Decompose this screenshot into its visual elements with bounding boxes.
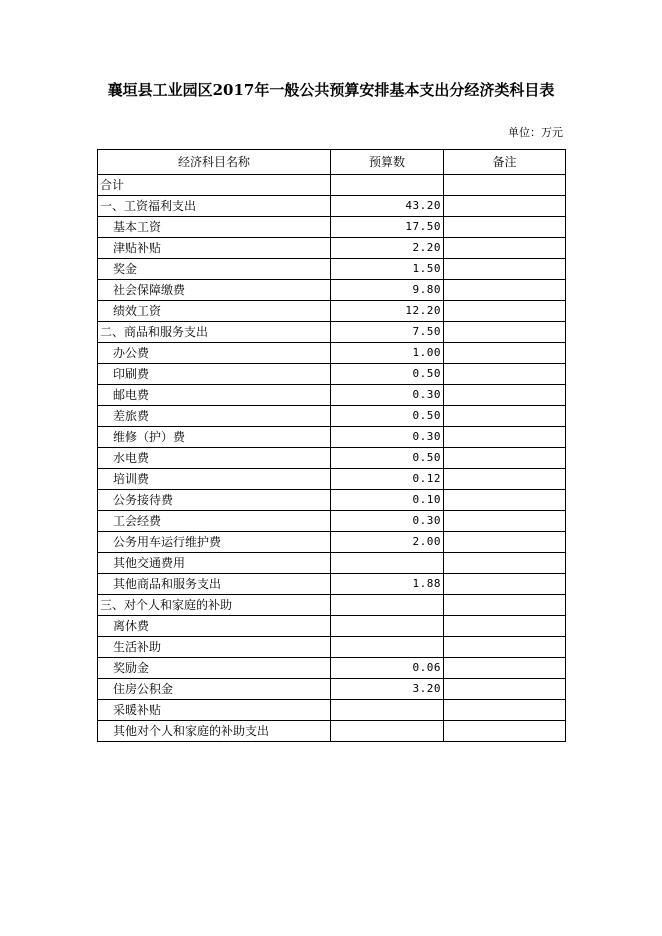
row-amount-cell: 12.20	[331, 301, 444, 322]
table-row	[98, 301, 566, 322]
row-amount-cell: 0.50	[331, 364, 444, 385]
table-row	[98, 595, 566, 616]
row-note-cell	[444, 448, 566, 469]
table-row	[98, 448, 566, 469]
row-name-cell: 一、工资福利支出	[98, 196, 331, 217]
row-name-cell: 奖金	[98, 259, 331, 280]
row-note-cell	[444, 343, 566, 364]
row-name-cell: 三、对个人和家庭的补助	[98, 595, 331, 616]
row-note-cell	[444, 721, 566, 742]
row-amount-cell: 9.80	[331, 280, 444, 301]
table-row	[98, 406, 566, 427]
row-amount-cell: 2.00	[331, 532, 444, 553]
row-amount-cell: 3.20	[331, 679, 444, 700]
row-amount-cell: 17.50	[331, 217, 444, 238]
row-name-cell: 奖励金	[98, 658, 331, 679]
row-name-cell: 津贴补贴	[98, 238, 331, 259]
row-amount-cell: 0.12	[331, 469, 444, 490]
row-name-cell: 水电费	[98, 448, 331, 469]
row-amount-cell	[331, 616, 444, 637]
table-row	[98, 175, 566, 196]
table-row	[98, 364, 566, 385]
row-amount-cell: 0.06	[331, 658, 444, 679]
table-row	[98, 616, 566, 637]
table-row	[98, 343, 566, 364]
row-amount-cell: 2.20	[331, 238, 444, 259]
row-note-cell	[444, 427, 566, 448]
row-note-cell	[444, 175, 566, 196]
row-name-cell: 差旅费	[98, 406, 331, 427]
header-name: 经济科目名称	[98, 150, 331, 175]
table-row	[98, 259, 566, 280]
table-row	[98, 574, 566, 595]
row-name-cell: 离休费	[98, 616, 331, 637]
row-note-cell	[444, 322, 566, 343]
row-name-cell: 印刷费	[98, 364, 331, 385]
table-row	[98, 490, 566, 511]
table-row	[98, 385, 566, 406]
row-amount-cell	[331, 553, 444, 574]
row-name-cell: 绩效工资	[98, 301, 331, 322]
row-name-cell: 合计	[98, 175, 331, 196]
row-name-cell: 其他交通费用	[98, 553, 331, 574]
table-header-row	[98, 150, 566, 175]
row-amount-cell: 43.20	[331, 196, 444, 217]
header-amount: 预算数	[331, 150, 444, 175]
row-note-cell	[444, 595, 566, 616]
table-row	[98, 553, 566, 574]
unit-label: 单位：万元	[508, 126, 563, 139]
row-note-cell	[444, 637, 566, 658]
row-amount-cell: 1.50	[331, 259, 444, 280]
row-amount-cell: 0.10	[331, 490, 444, 511]
row-name-cell: 维修（护）费	[98, 427, 331, 448]
table-row	[98, 658, 566, 679]
row-name-cell: 邮电费	[98, 385, 331, 406]
row-name-cell: 公务接待费	[98, 490, 331, 511]
row-amount-cell: 0.50	[331, 448, 444, 469]
table-row	[98, 196, 566, 217]
row-name-cell: 基本工资	[98, 217, 331, 238]
row-name-cell: 培训费	[98, 469, 331, 490]
row-amount-cell	[331, 595, 444, 616]
row-amount-cell	[331, 637, 444, 658]
table-row	[98, 322, 566, 343]
row-name-cell: 其他商品和服务支出	[98, 574, 331, 595]
row-note-cell	[444, 259, 566, 280]
row-note-cell	[444, 238, 566, 259]
row-note-cell	[444, 469, 566, 490]
row-note-cell	[444, 301, 566, 322]
table-row	[98, 238, 566, 259]
row-note-cell	[444, 700, 566, 721]
table-row	[98, 721, 566, 742]
row-note-cell	[444, 679, 566, 700]
row-amount-cell: 0.30	[331, 385, 444, 406]
row-note-cell	[444, 532, 566, 553]
row-note-cell	[444, 574, 566, 595]
row-note-cell	[444, 217, 566, 238]
row-note-cell	[444, 196, 566, 217]
row-amount-cell	[331, 721, 444, 742]
row-note-cell	[444, 280, 566, 301]
table-row	[98, 700, 566, 721]
header-note: 备注	[444, 150, 566, 175]
row-name-cell: 其他对个人和家庭的补助支出	[98, 721, 331, 742]
row-amount-cell: 0.30	[331, 427, 444, 448]
row-note-cell	[444, 385, 566, 406]
row-amount-cell	[331, 700, 444, 721]
row-name-cell: 工会经费	[98, 511, 331, 532]
row-amount-cell: 0.50	[331, 406, 444, 427]
table-row	[98, 280, 566, 301]
row-amount-cell: 7.50	[331, 322, 444, 343]
row-note-cell	[444, 553, 566, 574]
row-name-cell: 采暖补贴	[98, 700, 331, 721]
table-row	[98, 217, 566, 238]
row-name-cell: 住房公积金	[98, 679, 331, 700]
table-row	[98, 532, 566, 553]
table-row	[98, 511, 566, 532]
row-name-cell: 生活补助	[98, 637, 331, 658]
row-amount-cell: 1.00	[331, 343, 444, 364]
table-row	[98, 679, 566, 700]
row-note-cell	[444, 616, 566, 637]
row-amount-cell	[331, 175, 444, 196]
row-note-cell	[444, 511, 566, 532]
row-note-cell	[444, 658, 566, 679]
table-row	[98, 469, 566, 490]
row-name-cell: 二、商品和服务支出	[98, 322, 331, 343]
row-name-cell: 公务用车运行维护费	[98, 532, 331, 553]
row-name-cell: 社会保障缴费	[98, 280, 331, 301]
page-title: 襄垣县工业园区2017年一般公共预算安排基本支出分经济类科目表	[107, 81, 555, 99]
row-note-cell	[444, 406, 566, 427]
row-amount-cell: 1.88	[331, 574, 444, 595]
row-note-cell	[444, 490, 566, 511]
row-amount-cell: 0.30	[331, 511, 444, 532]
budget-table	[97, 149, 566, 742]
table-body	[98, 175, 566, 742]
row-note-cell	[444, 364, 566, 385]
table-row	[98, 427, 566, 448]
row-name-cell: 办公费	[98, 343, 331, 364]
table-row	[98, 637, 566, 658]
